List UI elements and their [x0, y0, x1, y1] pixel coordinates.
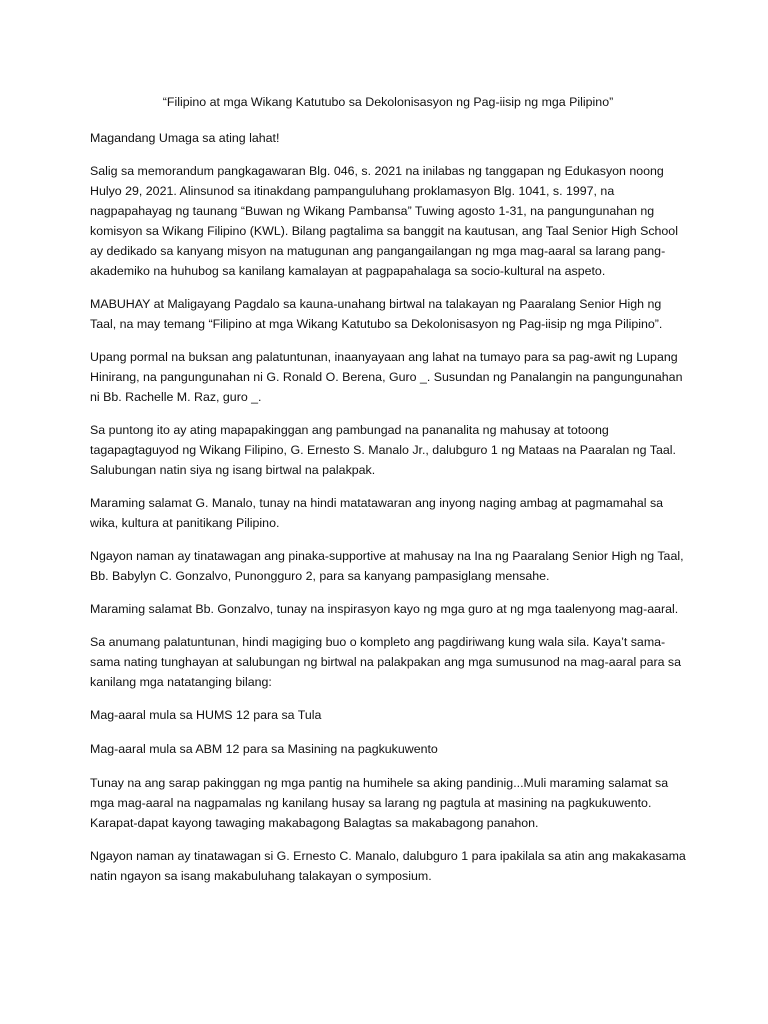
greeting-paragraph: Magandang Umaga sa ating lahat! [90, 131, 280, 145]
performance-item-hums: Mag-aaral mula sa HUMS 12 para sa Tula [90, 708, 322, 722]
document-title: “Filipino at mga Wikang Katutubo sa Dekolonisasyon ng Pag-iisip ng mga Pilipino” [162, 95, 614, 109]
thanks-gonzalvo-paragraph: Maraming salamat Bb. Gonzalvo, tunay na inspirasyon kayo ng mga guro at ng mga taalenyong mag-aaral. [90, 602, 679, 616]
opening-remarks-paragraph: Sa puntong ito ay ating mapapakinggan ang pambungad na pananalita ng mahusay at totoong tagapagtaguyod ng Wikang Filipino, G. Ernesto S. Manalo Jr., dalubguro 1 ng Mataas na Paaralan ng Taal. Salubungan natin siya ng isang birtwal na palakpak. [90, 423, 676, 477]
memorandum-paragraph: Salig sa memorandum pangkagawaran Blg. 046, s. 2021 na inilabas ng tanggapan ng Edukasyon noong Hulyo 29, 2021. Alinsunod sa itinakdang pampanguluhang proklamasyon Blg. 1041, s. 1997, na nagpapahayag ng taunang “Buwan ng Wikang Pambansa” Tuwing agosto 1-31, na pangungunahan ng komisyon sa Wikang Filipino (KWL). Bilang pagtalima sa banggit na kautusan, ang Taal Senior High School ay dedikado sa kanyang misyon na matugunan ang pangangailangan ng mga mag-aaral sa larang pang-akademiko na huhubog sa kanilang kamalayan at pagpapahalaga sa socio-kultural na aspeto. [90, 164, 678, 278]
anthem-paragraph: Upang pormal na buksan ang palatuntunan, inaanyayaan ang lahat na tumayo para sa pag-awit ng Lupang Hinirang, na pangungunahan ni G. Ronald O. Berena, Guro _. Susundan ng Panalangin na pangungunahan ni Bb. Rachelle M. Raz, guro _. [90, 350, 683, 404]
performances-intro-paragraph: Sa anumang palatuntunan, hindi magiging buo o kompleto ang pagdiriwang kung wala sila. Kaya’t sama-sama nating tunghayan at salubungan ng birtwal na palakpakan ang mga sumusunod na mag-aaral para sa kanilang mga natatanging bilang: [90, 635, 682, 689]
symposium-intro-paragraph: Ngayon naman ay tinatawagan si G. Ernesto C. Manalo, dalubguro 1 para ipakilala sa atin ang makakasama natin ngayon sa isang makabuluhang talakayan o symposium. [90, 849, 686, 883]
performance-item-abm: Mag-aaral mula sa ABM 12 para sa Masining na pagkukuwento [90, 742, 438, 756]
welcome-paragraph: MABUHAY at Maligayang Pagdalo sa kauna-unahang birtwal na talakayan ng Paaralang Senior High ng Taal, na may temang “Filipino at mga Wikang Katutubo sa Dekolonisasyon ng Pag-iisip ng mga Pilipino”. [90, 297, 663, 331]
inspirational-message-paragraph: Ngayon naman ay tinatawagan ang pinaka-supportive at mahusay na Ina ng Paaralang Senior High ng Taal, Bb. Babylyn C. Gonzalvo, Punongguro 2, para sa kanyang pampasiglang mensahe. [90, 549, 684, 583]
thanks-manalo-paragraph: Maraming salamat G. Manalo, tunay na hindi matatawaran ang inyong naging ambag at pagmamahal sa wika, kultura at panitikang Pilipino. [90, 496, 664, 530]
document-page [90, 92, 686, 899]
performance-thanks-paragraph: Tunay na ang sarap pakinggan ng mga pantig na humihele sa aking pandinig...Muli maraming salamat sa mga mag-aaral na nagpamalas ng kanilang husay sa larang ng pagtula at masining na pagkukuwento. Karapat-dapat kayong tawaging makabagong Balagtas sa makabagong panahon. [90, 776, 669, 830]
